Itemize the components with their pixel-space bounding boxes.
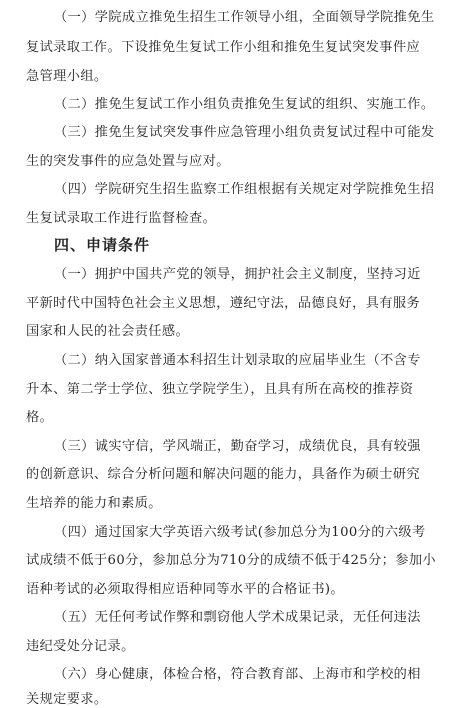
- text-line: 国家和人民的社会责任感。: [26, 324, 190, 339]
- text-line: 平新时代中国特色社会主义思想，遵纪守法，品德良好，具有服务: [26, 296, 421, 311]
- text-line: （五）无任何考试作弊和剽窃他人学术成果记录，无任何违法: [54, 610, 421, 625]
- text-line: （三）推免生复试突发事件应急管理小组负责复试过程中可能发: [54, 125, 435, 140]
- text-line: 试成绩不低于60分，参加总分为710分的成绩不低于425分；参加小: [26, 553, 437, 568]
- text-line: 的创新意识、综合分析问题和解决问题的能力，具备作为硕士研究: [26, 467, 421, 482]
- text-line: （六）身心健康，体检合格，符合教育部、上海市和学校的相: [54, 667, 421, 682]
- text-line: 语种考试的必须取得相应语种同等水平的合格证书)。: [26, 582, 345, 597]
- text-line: （一）学院成立推免生招生工作领导小组，全面领导学院推免生: [54, 10, 435, 25]
- text-line: （二）推免生复试工作小组负责推免生复试的组织、实施工作。: [54, 97, 435, 112]
- text-line: （四）学院研究生招生监察工作组根据有关规定对学院推免生招: [54, 182, 435, 197]
- section-heading: 四、申请条件: [54, 236, 151, 254]
- text-line: （四）通过国家大学英语六级考试(参加总分为100分的六级考: [54, 525, 426, 540]
- text-line: 生复试录取工作进行监督检查。: [26, 211, 217, 226]
- text-line: 复试录取工作。下设推免生复试工作小组和推免生复试突发事件应: [26, 40, 421, 55]
- text-line: 违纪受处分记录。: [26, 639, 135, 654]
- text-line: 生培养的能力和素质。: [26, 496, 162, 511]
- text-line: 急管理小组。: [26, 69, 108, 84]
- text-line: （二）纳入国家普通本科招生计划录取的应届毕业生（不含专: [54, 353, 421, 368]
- text-line: 格。: [26, 410, 54, 425]
- text-line: 关规定要求。: [26, 692, 108, 707]
- text-line: （三）诚实守信，学风端正，勤奋学习，成绩优良，具有较强: [54, 439, 421, 454]
- text-line: 生的突发事件的应急处置与应对。: [26, 154, 230, 169]
- text-line: 升本、第二学士学位、独立学院学生），且具有所在高校的推荐资: [26, 382, 414, 397]
- text-line: （一）拥护中国共产党的领导，拥护社会主义制度，坚持习近: [54, 267, 421, 282]
